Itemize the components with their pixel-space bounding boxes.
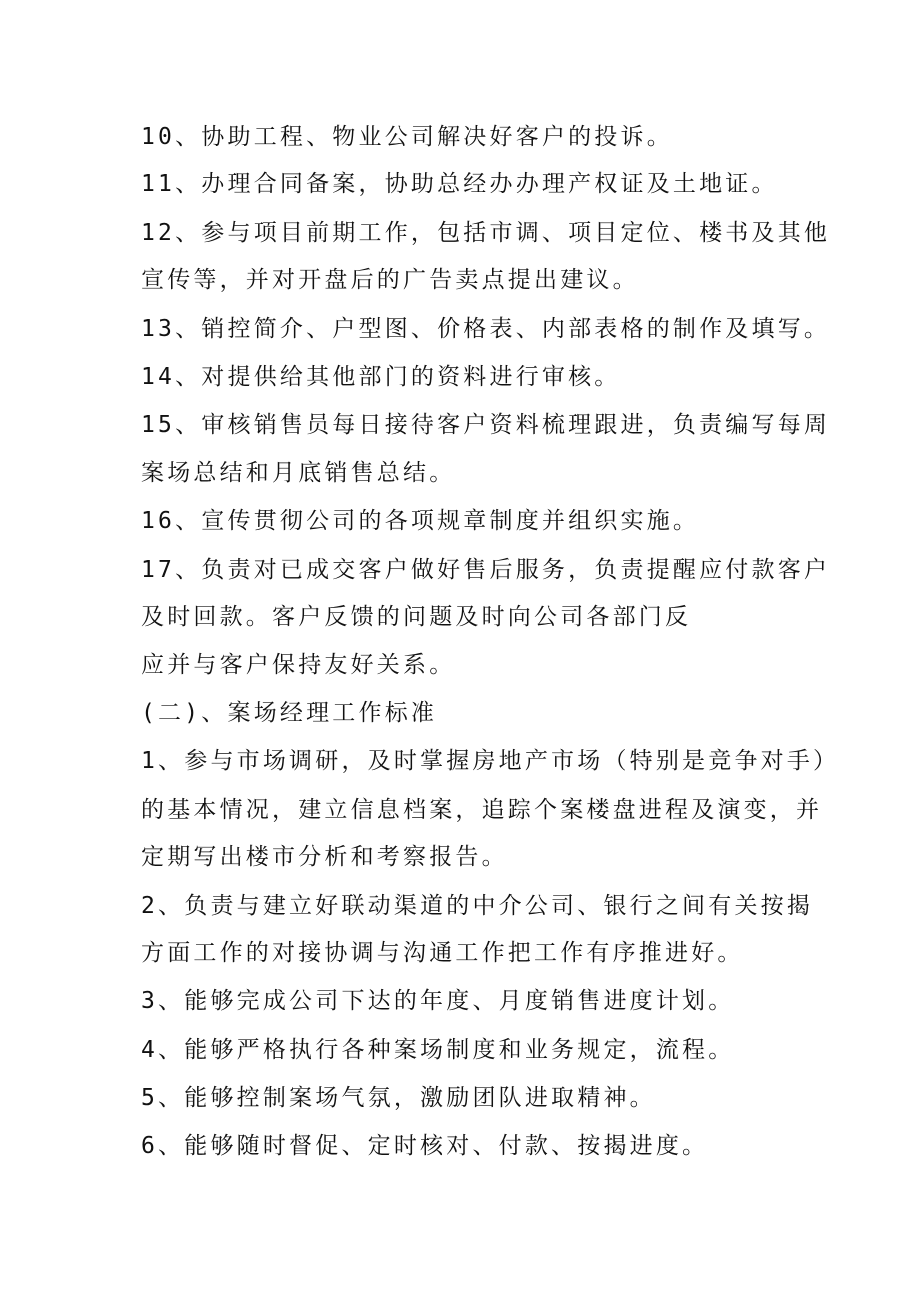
item-17-continued: 及时回款。客户反馈的问题及时向公司各部门反 <box>141 604 692 630</box>
item-13: 13、销控简介、户型图、价格表、内部表格的制作及填写。 <box>141 316 831 342</box>
item-11: 11、办理合同备案，协助总经办办理产权证及土地证。 <box>141 171 778 197</box>
standard-5: 5、能够控制案场气氛，激励团队进取精神。 <box>141 1085 656 1111</box>
item-14: 14、对提供给其他部门的资料进行审核。 <box>141 364 621 390</box>
standard-2-continued: 方面工作的对接协调与沟通工作把工作有序推进好。 <box>141 940 744 966</box>
item-15: 15、审核销售员每日接待客户资料梳理跟进，负责编写每周 <box>141 412 831 438</box>
standard-2: 2、负责与建立好联动渠道的中介公司、银行之间有关按揭 <box>141 893 814 919</box>
item-17-continued-2: 应并与客户保持友好关系。 <box>141 652 456 678</box>
standard-1-continued: 的基本情况，建立信息档案，追踪个案楼盘进程及演变，并 <box>141 797 823 823</box>
item-12-continued: 宣传等，并对开盘后的广告卖点提出建议。 <box>141 267 639 293</box>
section-heading: (二)、案场经理工作标准 <box>141 700 438 726</box>
standard-4: 4、能够严格执行各种案场制度和业务规定，流程。 <box>141 1037 735 1063</box>
standard-6: 6、能够随时督促、定时核对、付款、按揭进度。 <box>141 1133 709 1159</box>
item-16: 16、宣传贯彻公司的各项规章制度并组织实施。 <box>141 508 700 534</box>
standard-1-continued-2: 定期写出楼市分析和考察报告。 <box>141 844 508 870</box>
item-17: 17、负责对已成交客户做好售后服务，负责提醒应付款客户 <box>141 557 831 583</box>
standard-1: 1、参与市场调研，及时掌握房地产市场（特别是竞争对手） <box>141 748 840 774</box>
item-10: 10、协助工程、物业公司解决好客户的投诉。 <box>141 124 673 150</box>
item-15-continued: 案场总结和月底销售总结。 <box>141 460 456 486</box>
standard-3: 3、能够完成公司下达的年度、月度销售进度计划。 <box>141 988 735 1014</box>
item-12: 12、参与项目前期工作，包括市调、项目定位、楼书及其他 <box>141 220 831 246</box>
